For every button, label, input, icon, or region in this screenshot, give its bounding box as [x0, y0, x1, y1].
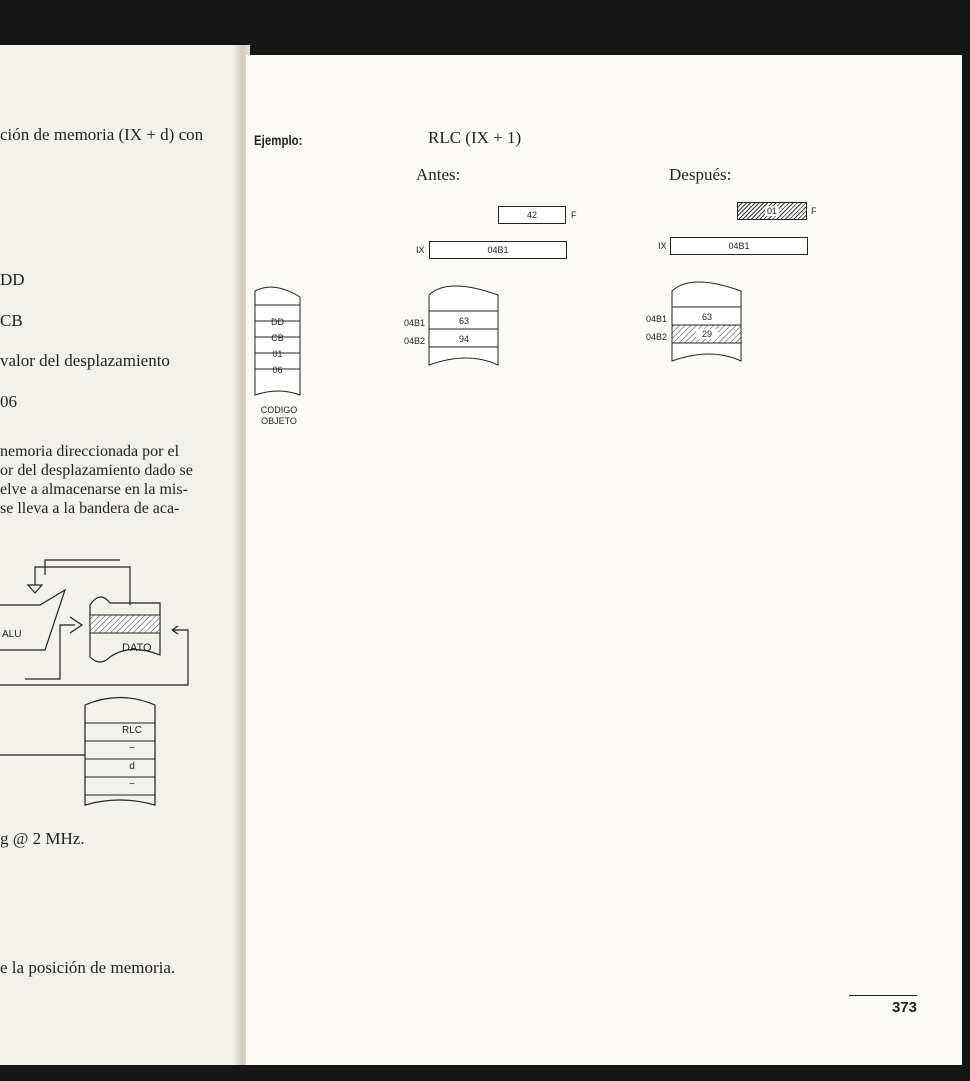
antes-label: Antes:: [416, 165, 461, 184]
left-opcode-4: 06: [0, 392, 17, 411]
left-page: [0, 45, 240, 1065]
dato-label: DATO: [122, 642, 152, 654]
after-ix-label: IX: [658, 241, 667, 251]
after-addr-1: 04B1: [646, 314, 668, 324]
before-ix-register: 04B1: [429, 241, 567, 259]
codigo-caption: CODIGO: [260, 405, 298, 415]
objeto-caption: OBJETO: [261, 416, 297, 426]
before-mem-1: 63: [458, 316, 469, 326]
alu-label: ALU: [2, 629, 22, 640]
instr-cell-3: −: [129, 779, 135, 790]
ejemplo-label: Ejemplo:: [254, 132, 303, 148]
instr-cell-1: −: [129, 743, 135, 754]
after-mem-2: 29: [696, 329, 718, 339]
after-ix-register: 04B1: [670, 237, 808, 255]
before-ix-label: IX: [416, 245, 425, 255]
before-addr-1: 04B1: [404, 318, 426, 328]
before-f-label: F: [571, 210, 577, 220]
obj-cell-06: 06: [272, 365, 283, 375]
object-code-stack: [254, 283, 304, 403]
after-mem-1: 63: [701, 312, 712, 322]
after-f-label: F: [811, 206, 817, 216]
left-displacement-line: valor del desplazamiento: [0, 351, 170, 370]
left-para-line-3: elve a almacenarse en la mis-: [0, 481, 188, 498]
left-timing: g @ 2 MHz.: [0, 829, 85, 848]
despues-label: Después:: [669, 165, 732, 184]
left-line-1: ción de memoria (IX + d) con: [0, 125, 204, 144]
left-para-line-2: or del desplazamiento dado se: [0, 462, 193, 479]
page-number: 373: [891, 999, 917, 1016]
after-f-register: 01: [737, 202, 807, 220]
instr-cell-rlc: RLC: [121, 725, 142, 736]
left-para-line-1: nemoria direccionada por el: [0, 443, 180, 460]
left-opcode-1: DD: [0, 270, 25, 289]
page-number-rule: [849, 995, 917, 996]
rotation-flow-diagram: [0, 545, 240, 845]
instruction-text: RLC (IX + 1): [428, 128, 522, 147]
left-opcode-2: CB: [0, 311, 23, 330]
left-last-line: e la posición de memoria.: [0, 958, 176, 977]
obj-cell-cb: CB: [271, 333, 284, 343]
obj-cell-01: 01: [272, 349, 283, 359]
instr-cell-d: d: [129, 761, 135, 772]
before-mem-2: 94: [458, 334, 469, 344]
before-addr-2: 04B2: [404, 336, 426, 346]
after-addr-2: 04B2: [646, 332, 668, 342]
before-memory-stack: [428, 281, 500, 371]
obj-cell-dd: DD: [271, 317, 284, 327]
left-para-line-4: se lleva a la bandera de aca-: [0, 500, 180, 517]
before-f-register: 42: [498, 206, 566, 224]
after-memory-stack: [671, 277, 743, 367]
right-page: [246, 55, 962, 1065]
